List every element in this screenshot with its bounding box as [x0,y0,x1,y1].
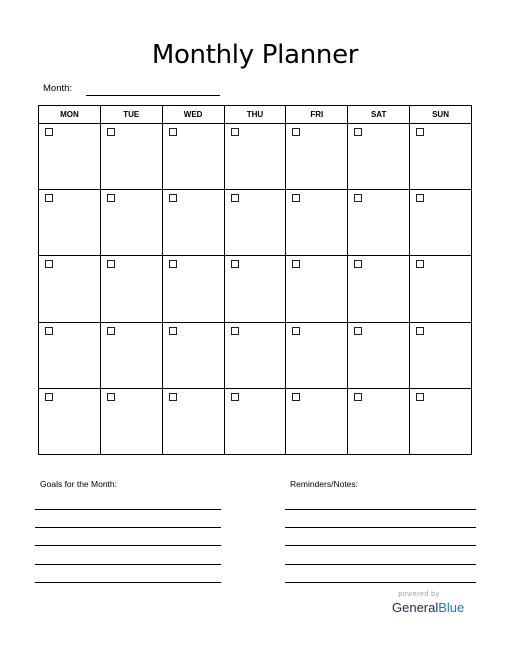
calendar-day-cell[interactable] [162,124,224,190]
notes-label: Reminders/Notes: [290,479,359,489]
notes-write-line[interactable] [285,582,476,583]
weekday-header-fri: FRI [286,106,348,124]
calendar-day-cell[interactable] [348,190,410,256]
checkbox-icon[interactable] [292,393,300,401]
calendar-day-cell[interactable] [348,256,410,322]
calendar-day-cell[interactable] [162,190,224,256]
checkbox-icon[interactable] [416,327,424,335]
calendar-week-row [39,256,472,322]
goals-write-line[interactable] [35,582,221,583]
notes-write-line[interactable] [285,545,476,546]
calendar-day-cell[interactable] [348,124,410,190]
generalblue-logo [392,600,464,616]
checkbox-icon[interactable] [45,260,53,268]
checkbox-icon[interactable] [292,327,300,335]
checkbox-icon[interactable] [292,128,300,136]
goals-write-line[interactable] [35,527,221,528]
weekday-header-mon: MON [39,106,101,124]
checkbox-icon[interactable] [354,194,362,202]
checkbox-icon[interactable] [354,260,362,268]
calendar-day-cell[interactable] [100,322,162,388]
checkbox-icon[interactable] [107,260,115,268]
checkbox-icon[interactable] [231,393,239,401]
checkbox-icon[interactable] [292,194,300,202]
calendar-day-cell[interactable] [39,322,101,388]
checkbox-icon[interactable] [169,194,177,202]
goals-write-line[interactable] [35,545,221,546]
checkbox-icon[interactable] [354,393,362,401]
goals-write-line[interactable] [35,564,221,565]
calendar-week-row [39,388,472,454]
calendar-day-cell[interactable] [162,322,224,388]
checkbox-icon[interactable] [231,194,239,202]
checkbox-icon[interactable] [231,128,239,136]
checkbox-icon[interactable] [416,194,424,202]
checkbox-icon[interactable] [231,260,239,268]
calendar-grid [38,105,472,455]
calendar-day-cell[interactable] [410,388,472,454]
checkbox-icon[interactable] [354,128,362,136]
weekday-header-row [39,106,472,124]
checkbox-icon[interactable] [416,128,424,136]
goals-write-line[interactable] [35,509,221,510]
calendar-day-cell[interactable] [162,388,224,454]
calendar-day-cell[interactable] [410,190,472,256]
checkbox-icon[interactable] [45,194,53,202]
calendar-day-cell[interactable] [348,322,410,388]
weekday-header-wed: WED [162,106,224,124]
notes-write-line[interactable] [285,527,476,528]
goals-label: Goals for the Month: [40,479,118,489]
calendar-week-row [39,124,472,190]
notes-write-line[interactable] [285,509,476,510]
calendar-day-cell[interactable] [286,388,348,454]
calendar-day-cell[interactable] [410,256,472,322]
checkbox-icon[interactable] [169,327,177,335]
calendar-day-cell[interactable] [286,124,348,190]
calendar-day-cell[interactable] [100,124,162,190]
checkbox-icon[interactable] [107,393,115,401]
checkbox-icon[interactable] [169,260,177,268]
calendar-day-cell[interactable] [348,388,410,454]
checkbox-icon[interactable] [107,194,115,202]
checkbox-icon[interactable] [231,327,239,335]
weekday-header-sat: SAT [348,106,410,124]
calendar-day-cell[interactable] [410,124,472,190]
checkbox-icon[interactable] [169,393,177,401]
calendar-day-cell[interactable] [39,190,101,256]
calendar-day-cell[interactable] [286,322,348,388]
calendar-day-cell[interactable] [39,388,101,454]
weekday-header-thu: THU [224,106,286,124]
weekday-header-tue: TUE [100,106,162,124]
weekday-header-sun: SUN [410,106,472,124]
checkbox-icon[interactable] [107,327,115,335]
calendar-day-cell[interactable] [100,190,162,256]
calendar-day-cell[interactable] [224,256,286,322]
calendar-day-cell[interactable] [224,190,286,256]
checkbox-icon[interactable] [292,260,300,268]
calendar-day-cell[interactable] [39,256,101,322]
calendar-day-cell[interactable] [286,256,348,322]
calendar-day-cell[interactable] [224,124,286,190]
calendar-day-cell[interactable] [224,322,286,388]
checkbox-icon[interactable] [45,128,53,136]
checkbox-icon[interactable] [354,327,362,335]
calendar-day-cell[interactable] [100,256,162,322]
calendar-day-cell[interactable] [162,256,224,322]
brand-name-blue: Blue [438,600,465,615]
month-input-line[interactable] [86,95,220,96]
checkbox-icon[interactable] [107,128,115,136]
calendar-day-cell[interactable] [100,388,162,454]
checkbox-icon[interactable] [45,393,53,401]
calendar-week-row [39,190,472,256]
checkbox-icon[interactable] [416,393,424,401]
calendar-day-cell[interactable] [286,190,348,256]
checkbox-icon[interactable] [169,128,177,136]
notes-write-line[interactable] [285,564,476,565]
calendar-day-cell[interactable] [39,124,101,190]
brand-name-general: General [392,600,439,615]
calendar-day-cell[interactable] [224,388,286,454]
page-title: Monthly Planner [151,40,359,70]
checkbox-icon[interactable] [45,327,53,335]
calendar-day-cell[interactable] [410,322,472,388]
checkbox-icon[interactable] [416,260,424,268]
calendar-week-row [39,322,472,388]
powered-by-text: powered by [398,591,440,598]
month-label: Month: [43,83,73,94]
